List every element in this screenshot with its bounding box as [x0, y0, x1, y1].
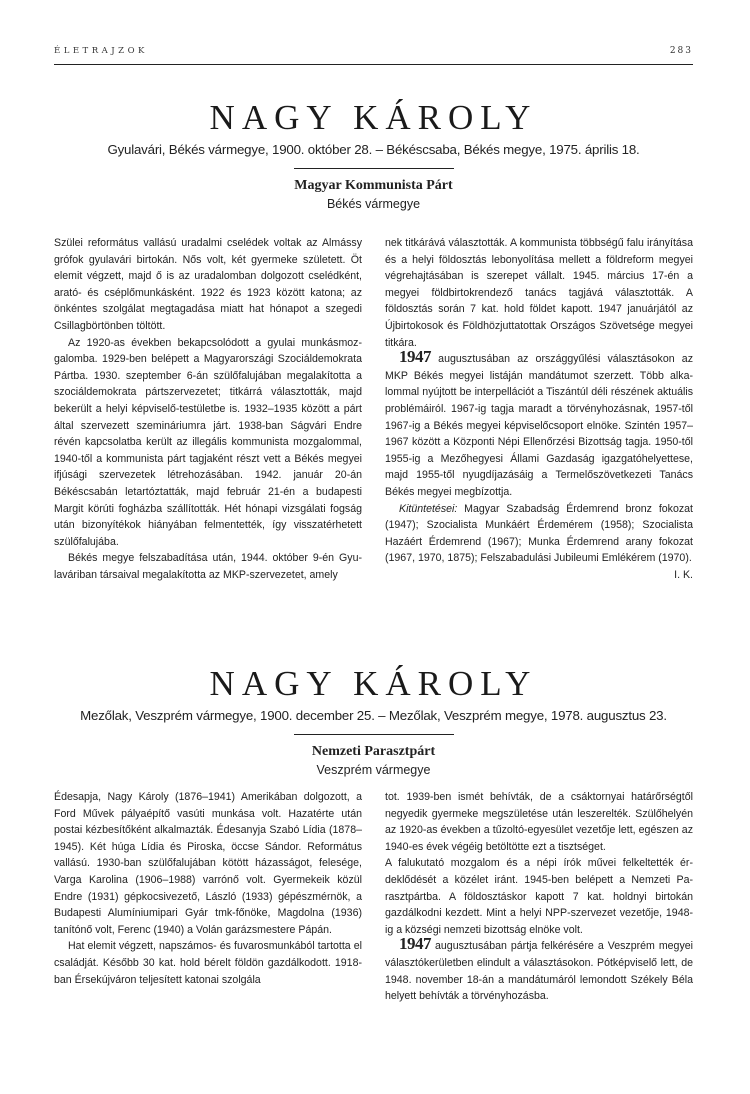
entry-body-1 — [54, 235, 693, 583]
entry-party: Magyar Kommunista Párt — [294, 178, 453, 193]
paragraph — [385, 347, 693, 500]
awards-text: Magyar Szabadság Érdemrend bronz fokozat (1947); Szocialista Munkáért Érdemérem (1958); Szocialista Hazáért Érdemrend (1967); Munka Érdemrend arany fokozat (1967, 1970, 1875); Felszabadulási Jubileumi Emlékérem (1970). — [385, 502, 693, 565]
paragraph-text: augusztusában pártja felkérésére a Veszprém megyei választókerületben elindult a választásokon. Pótképviselő lett, de 1948. november 18-án a mandátumáról lemondott Székely Béla helyett behívták a törvényhozásba. — [385, 940, 693, 1003]
paragraph: Édesapja, Nagy Károly (1876–1941) Amerikában dolgozott, a Ford Művek pályaépítő vasúti munkása volt. Hazatérte után postai kézbesítőként alkalmazták. Édesanyja Szabó Lídia (1878–1945). Két húga Lídia és Piroska, öccse Sándor. Református vallású. 1930-ban szülőfalujában kötött házasságot, felesége, Varga Karolina (1906–1988) varrónő volt. Gyermekeik közül Endre (1931) gépkocsivezető, László (1933) gépészmérnök, a Budapesti Alumíniumipari Gyár tmk-főnöke, Magdolna (1936) tanítónő volt, Ferenc (1940) a Volán garázsmestere Pápán. — [54, 791, 362, 936]
entry-county: Veszprém vármegye — [316, 763, 431, 777]
paragraph: Az 1920-as években bekapcsolódott a gyulai munkásmozgalomba. 1929-ben belépett a Magyarországi Szociáldemokrata Pártba. 1930. szeptember 6-án szülőfalujában megalakította a szociáldemokrata pártszervezetet; titkárrá választották, majd bekerült a helyi képviselő-testületbe is. 1932–1935 között a párt által szervezett szemináriumra járt. 1938-ban Ságvári Endre révén kapcsolatba került az illegális kommunista mozgalommal, 1940-től a kommunista párt tagjaként részt vett a Békés megyei ifjúsági szervezetek létrehozásában. 1942. január 20-án Békéscsabán letartóztatták, majd február 21-én a budapesti Margit körúti fogházba szállították. Hét hónapi vizsgálati fogság után bizonyítékok hiányában felmentették, így visszatérhetett szülőfalujába. — [54, 336, 362, 548]
entry-name: NAGY KÁROLY — [209, 664, 538, 703]
year-initial: 1947 — [399, 347, 431, 367]
entry-heading-1 — [54, 98, 693, 214]
paragraph: A falukutató mozgalom és a népi írók művei felkeltették érdeklődését a közélet iránt. 1945-ben belépett a Nemzeti Parasztpártba. A földosztáskor kapott 7 kat. holdnyi birtokán gazdálkodni kezdett. Mint a helyi NPP-szervezet vezetője, 1948-ig a községi nemzeti bizottság elnöke volt. — [385, 857, 693, 936]
entry-county: Békés vármegye — [326, 197, 421, 211]
paragraph — [385, 501, 693, 567]
page-number: 283 — [669, 46, 693, 56]
left-column — [54, 235, 362, 583]
paragraph: Békés megye felszabadítása után, 1944. október 9-én Gyulaváriban társaival megalakította az MKP-szervezetet, amely — [54, 552, 362, 581]
page-header — [54, 46, 693, 65]
divider — [294, 168, 454, 169]
entry-lifespan: Mezőlak, Veszprém vármegye, 1900. december 25. – Mezőlak, Veszprém megye, 1978. augusztus 23. — [80, 708, 667, 723]
paragraph: Szülei református vallású uradalmi cselédek voltak az Almássy grófok gyulavári birtokán. Nős volt, két gyermeke született. Öt elemit végzett, majd ő is az uradalomban dolgozott cselédként, arató- és cséplőmunkásként. 1922 és 1923 között katona; az önkéntes szolgálat megtagadása miatt hat hónapot a szegedi Csillagbörtönben töltött. — [54, 237, 362, 332]
right-column — [385, 235, 693, 583]
entry-party: Nemzeti Parasztpárt — [311, 744, 436, 759]
author-signature: I. K. — [674, 568, 693, 581]
paragraph — [385, 934, 693, 1004]
running-head: ÉLETRAJZOK — [54, 46, 148, 56]
entry-name: NAGY KÁROLY — [209, 98, 538, 137]
entry-lifespan: Gyulavári, Békés vármegye, 1900. október 28. – Békéscsaba, Békés megye, 1975. április 18. — [107, 142, 640, 157]
entry-heading-2 — [54, 664, 693, 780]
year-initial: 1947 — [399, 934, 431, 954]
left-column — [54, 789, 362, 1005]
paragraph-text: augusztusában az országgyűlési választásokon az MKP Békés megyei listáján mandátumot szerzett. Több alkalommal nyújtott be interpellációt a Tiszántúl déli részének aktuális problémáiról. 1967-ig tagja maradt a törvényhozásnak, 1957-től 1967-ig a Békés megyei képviselőcsoport elnöke. Szintén 1957–1967 között a Központi Népi Ellenőrzési Bizottság tagja. 1950-től 1955-ig a Mezőhegyesi Állami Gazdaság igazgatóhelyettese, majd 1955-től nyugdíjazásáig a Termelőszövetkezeti Tanács Békés megyei megbízottja. — [385, 353, 693, 498]
entry-body-2 — [54, 789, 693, 1005]
paragraph: nek titkárává választották. A kommunista többségű falu irányítása és a helyi földosztás lebonyolítása mellett a földreform megyei végrehajtásában is szerepet vállalt. 1945. március 17-én a megyei földbirtokrendező tanács tagjává választották. A földosztás során 7 kat. hold földet kapott. 1947 januárjától az Újbirtokosok és Földhözjuttatottak Országos Szövetsége megyei titkára. — [385, 237, 693, 349]
paragraph: Hat elemit végzett, napszámos- és fuvarosmunkából tartotta el családját. Később 30 kat. hold bérelt földön gazdálkodott. 1918-ban Érsekújváron teljesített katonai szolgála — [54, 940, 362, 986]
awards-label: Kitüntetései: — [399, 502, 458, 515]
divider — [294, 734, 454, 735]
right-column — [385, 789, 693, 1005]
paragraph: tot. 1939-ben ismét behívták, de a csáktornyai határőrségtől negyedik gyermeke megszületése után leszerelték. Szülőhelyén az 1920-as években a tűzoltó-egyesület vezetője lett, egészen az 1940-es évek végéig betöltötte ezt a tisztséget. — [385, 791, 693, 853]
